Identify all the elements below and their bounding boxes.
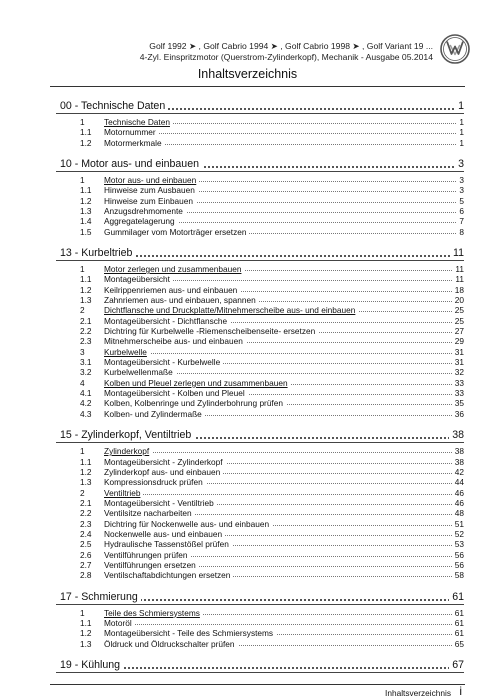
toc-entry[interactable] [56, 295, 464, 305]
toc-entry-label: Kolben- und Zylindermaße [104, 409, 205, 419]
toc-entry-label: Montageübersicht - Teile des Schmiersystems [104, 628, 276, 638]
toc-entry[interactable] [56, 570, 464, 580]
section-underline [56, 260, 464, 261]
toc-entry-page: 38 [452, 446, 464, 456]
toc-entry[interactable] [56, 285, 464, 295]
toc-entry-label: Nockenwelle aus- und einbauen [104, 529, 225, 539]
toc-entry[interactable] [56, 185, 464, 195]
toc-section[interactable] [56, 589, 464, 605]
section-underline [56, 604, 464, 605]
toc-entry-page: 44 [452, 477, 464, 487]
toc-entry-number: 1.3 [80, 206, 92, 217]
header-engine-line: 4-Zyl. Einspritzmotor (Querstrom-Zylinderkopf), Mechanik - Ausgabe 05.2014 [139, 52, 433, 62]
toc-entry-label: Zylinderkopf [104, 446, 152, 456]
toc-entry-page: 18 [452, 285, 464, 295]
toc-entry-number: 2.2 [80, 326, 92, 337]
toc-entry-label: Montageübersicht [104, 274, 173, 284]
toc-entry-page: 3 [456, 185, 464, 195]
toc-entry-number: 2.3 [80, 336, 92, 347]
toc-section-title: 19 - Kühlung [60, 659, 123, 671]
toc-entry-page: 1 [456, 117, 464, 127]
toc-entry[interactable] [56, 117, 464, 127]
toc-entry-page: 48 [452, 508, 464, 518]
dot-leader [104, 452, 456, 453]
toc-entry-number: 2 [80, 305, 85, 316]
toc-entry-number: 1.3 [80, 638, 92, 649]
toc-entry-number: 3.1 [80, 357, 92, 368]
toc-entry-label: Hinweise zum Einbauen [104, 196, 196, 206]
toc-entry-number: 1.2 [80, 137, 92, 148]
toc-entry[interactable] [56, 316, 464, 326]
section-underline [56, 442, 464, 443]
toc-entry-label: Motoröl [104, 618, 135, 628]
toc-entry-page: 56 [452, 560, 464, 570]
toc-entry[interactable] [56, 519, 464, 529]
toc-entry-label: Keilrippenriemen aus- und einbauen [104, 285, 240, 295]
toc-entry-label: Anzugsdrehmomente [104, 206, 186, 216]
toc-entry[interactable] [56, 550, 464, 560]
title-divider [50, 86, 465, 87]
toc-entry-page: 61 [452, 618, 464, 628]
toc-entry-label: Ventilführungen ersetzen [104, 560, 199, 570]
toc-entry-page: 61 [452, 608, 464, 618]
toc-entry-number: 4.3 [80, 408, 92, 419]
toc-entry-label: Motormerkmale [104, 138, 165, 148]
toc-entry-label: Kompressionsdruck prüfen [104, 477, 206, 487]
toc-entry-number: 1.1 [80, 127, 92, 138]
toc-section[interactable] [56, 98, 464, 114]
toc-entry-page: 3 [456, 175, 464, 185]
toc-section[interactable] [56, 245, 464, 261]
toc-entry-page: 65 [452, 639, 464, 649]
toc-entry-label: Zahnriemen aus- und einbauen, spannen [104, 295, 259, 305]
toc-entry-page: 11 [452, 274, 464, 284]
toc-entry-page: 58 [452, 570, 464, 580]
toc-section-page: 11 [450, 247, 464, 259]
toc-entry-label: Kolben und Pleuel zerlegen und zusammenbauen [104, 378, 291, 388]
toc-entry-number: 1.4 [80, 216, 92, 227]
toc-entry-label: Ventilsitze nacharbeiten [104, 508, 195, 518]
toc-entry-label: Kurbelwellenmaße [104, 367, 176, 377]
toc-entry[interactable] [56, 206, 464, 216]
toc-entry-label: Öldruck und Öldruckschalter prüfen [104, 639, 238, 649]
footer-label: Inhaltsverzeichnis [385, 688, 451, 698]
toc-entry-number: 3 [80, 346, 85, 357]
vw-logo-icon [440, 34, 470, 64]
toc-entry-number: 1.1 [80, 617, 92, 628]
section-underline [56, 113, 464, 114]
toc-entry[interactable] [56, 398, 464, 408]
toc-entry-page: 25 [452, 316, 464, 326]
toc-entry-number: 1 [80, 446, 85, 457]
toc-section-title: 15 - Zylinderkopf, Ventiltrieb [60, 429, 194, 441]
toc-entry[interactable] [56, 175, 464, 185]
toc-entry-number: 1.1 [80, 274, 92, 285]
toc-entry-number: 4 [80, 377, 85, 388]
toc-entry-label: Mitnehmerscheibe aus- und einbauen [104, 336, 246, 346]
toc-entry-label: Zylinderkopf aus- und einbauen [104, 467, 223, 477]
toc-entry-label: Hinweise zum Ausbauen [104, 185, 198, 195]
toc-entry-page: 46 [452, 498, 464, 508]
toc-entry-number: 1 [80, 175, 85, 186]
toc-entry-label: Montageübersicht - Kolben und Pleuel [104, 388, 248, 398]
toc-entry-label: Montageübersicht - Ventiltrieb [104, 498, 217, 508]
toc-entry-page: 33 [452, 378, 464, 388]
toc-entry-number: 1.2 [80, 284, 92, 295]
toc-entry[interactable] [56, 196, 464, 206]
toc-entry-number: 2.2 [80, 508, 92, 519]
toc-entry-number: 2 [80, 487, 85, 498]
toc-entry[interactable] [56, 618, 464, 628]
toc-entry-number: 2.1 [80, 497, 92, 508]
toc-entry[interactable] [56, 409, 464, 419]
toc-entry-label: Montageübersicht - Kurbelwelle [104, 357, 223, 367]
toc-entry-number: 3.2 [80, 367, 92, 378]
toc-entry-page: 27 [452, 326, 464, 336]
toc-entry[interactable] [56, 216, 464, 226]
toc-entry[interactable] [56, 326, 464, 336]
toc-section-title: 17 - Schmierung [60, 591, 141, 603]
toc-section[interactable] [56, 156, 464, 172]
toc-entry-label: Montageübersicht - Dichtflansche [104, 316, 230, 326]
footer-page-number: i [459, 684, 462, 698]
toc-entry-label: Dichtring für Nockenwelle aus- und einbauen [104, 519, 272, 529]
toc-entry-number: 1.1 [80, 456, 92, 467]
toc-entry-page: 7 [456, 216, 464, 226]
toc-entry-label: Aggregatelagerung [104, 216, 178, 226]
toc-entry[interactable] [56, 127, 464, 137]
toc-entry-number: 1 [80, 607, 85, 618]
toc-entry-label: Ventiltrieb [104, 488, 143, 498]
toc-entry-label: Ventilführungen prüfen [104, 550, 191, 560]
toc-entry[interactable] [56, 477, 464, 487]
toc-entry-number: 4.1 [80, 388, 92, 399]
toc-entry-number: 1.5 [80, 226, 92, 237]
toc-entry-number: 1 [80, 264, 85, 275]
toc-section-page: 67 [449, 659, 464, 671]
toc-entry-page: 32 [452, 367, 464, 377]
toc-entry-number: 4.2 [80, 398, 92, 409]
toc-section[interactable] [56, 427, 464, 443]
toc-entry[interactable] [56, 138, 464, 148]
toc-entry-page: 35 [452, 398, 464, 408]
toc-entry-page: 53 [452, 539, 464, 549]
dot-leader [104, 494, 456, 495]
toc-entry-number: 2.4 [80, 528, 92, 539]
toc-entry[interactable] [56, 467, 464, 477]
toc-entry-label: Kolben, Kolbenringe und Zylinderbohrung prüfen [104, 398, 286, 408]
toc-entry[interactable] [56, 488, 464, 498]
toc-entry-page: 36 [452, 409, 464, 419]
toc-entry-page: 31 [452, 347, 464, 357]
section-underline [56, 171, 464, 172]
toc-entry[interactable] [56, 336, 464, 346]
toc-entry[interactable] [56, 560, 464, 570]
toc-entry-page: 6 [456, 206, 464, 216]
toc-entry-number: 2.6 [80, 549, 92, 560]
toc-entry[interactable] [56, 347, 464, 357]
toc-entry-number: 1.2 [80, 195, 92, 206]
toc-entry-number: 2.7 [80, 559, 92, 570]
toc-section-title: 00 - Technische Daten [60, 100, 168, 112]
header-model-line: Golf 1992 ➤ , Golf Cabrio 1994 ➤ , Golf Cabrio 1998 ➤ , Golf Variant 19 ... [149, 41, 433, 51]
toc-entry-page: 29 [452, 336, 464, 346]
toc-entry-number: 1 [80, 117, 85, 127]
toc-section-title: 13 - Kurbeltrieb [60, 247, 135, 259]
toc-entry-label: Teile des Schmiersystems [104, 608, 203, 618]
toc-entry-page: 42 [452, 467, 464, 477]
toc-entry[interactable] [56, 539, 464, 549]
toc-entry-label: Dichtflansche und Druckplatte/Mitnehmerscheibe aus- und einbauen [104, 305, 358, 315]
toc-entry[interactable] [56, 457, 464, 467]
toc-entry-label: Dichtring für Kurbelwelle -Riemenscheibenseite- ersetzen [104, 326, 318, 336]
page-title: Inhaltsverzeichnis [197, 67, 298, 81]
toc-section-title: 10 - Motor aus- und einbauen [60, 158, 202, 170]
toc-entry[interactable] [56, 498, 464, 508]
toc-entry-page: 20 [452, 295, 464, 305]
toc-entry[interactable] [56, 446, 464, 456]
toc-entry[interactable] [56, 264, 464, 274]
toc-entry-label: Kurbelwelle [104, 347, 150, 357]
toc-entry-page: 52 [452, 529, 464, 539]
toc-entry-page: 25 [452, 305, 464, 315]
toc-entry[interactable] [56, 608, 464, 618]
toc-entry-label: Motornummer [104, 127, 159, 137]
toc-entry-page: 51 [452, 519, 464, 529]
dot-leader [104, 353, 456, 354]
toc-entry-page: 56 [452, 550, 464, 560]
toc-entry-number: 1.3 [80, 477, 92, 488]
toc-entry-page: 11 [452, 264, 464, 274]
toc-entry-page: 1 [456, 127, 464, 137]
toc-entry-label: Hydraulische Tassenstößel prüfen [104, 539, 232, 549]
toc-entry[interactable] [56, 357, 464, 367]
toc-entry-page: 8 [456, 227, 464, 237]
toc-entry-number: 1.3 [80, 295, 92, 306]
toc-entry-number: 1.2 [80, 466, 92, 477]
toc-entry-page: 5 [456, 196, 464, 206]
toc-entry-page: 61 [452, 628, 464, 638]
toc-entry-page: 33 [452, 388, 464, 398]
toc-section-page: 61 [449, 591, 464, 603]
toc-section-page: 3 [455, 158, 464, 170]
toc-entry-page: 46 [452, 488, 464, 498]
toc-entry-number: 1.2 [80, 628, 92, 639]
toc-entry[interactable] [56, 388, 464, 398]
toc-entry-label: Montageübersicht - Zylinderkopf [104, 457, 226, 467]
section-underline [56, 672, 464, 673]
toc-entry-number: 2.3 [80, 518, 92, 529]
toc-entry[interactable] [56, 529, 464, 539]
dot-leader [104, 624, 456, 625]
toc-entry-number: 2.1 [80, 315, 92, 326]
toc-entry-number: 1.1 [80, 185, 92, 196]
toc-entry-page: 38 [452, 457, 464, 467]
toc-entry-label: Technische Daten [104, 117, 173, 127]
toc-entry[interactable] [56, 639, 464, 649]
toc-entry[interactable] [56, 508, 464, 518]
toc-entry-label: Ventilschaftabdichtungen ersetzen [104, 570, 233, 580]
toc-entry[interactable] [56, 628, 464, 638]
footer-divider [50, 684, 465, 685]
toc-entry-label: Motor aus- und einbauen [104, 175, 199, 185]
toc-entry[interactable] [56, 274, 464, 284]
toc-section-page: 1 [455, 100, 464, 112]
toc-entry[interactable] [56, 367, 464, 377]
page-header [0, 0, 495, 72]
toc-entry-number: 2.5 [80, 539, 92, 550]
toc-entry-number: 2.8 [80, 570, 92, 581]
toc-entry[interactable] [56, 378, 464, 388]
toc-entry-label: Gummilager vom Motorträger ersetzen [104, 227, 249, 237]
toc-section-page: 38 [449, 429, 464, 441]
toc-entry[interactable] [56, 227, 464, 237]
toc-entry-label: Motor zerlegen und zusammenbauen [104, 264, 244, 274]
toc-entry[interactable] [56, 305, 464, 315]
toc-section[interactable] [56, 657, 464, 673]
toc-entry-page: 31 [452, 357, 464, 367]
toc-entry-page: 1 [456, 138, 464, 148]
